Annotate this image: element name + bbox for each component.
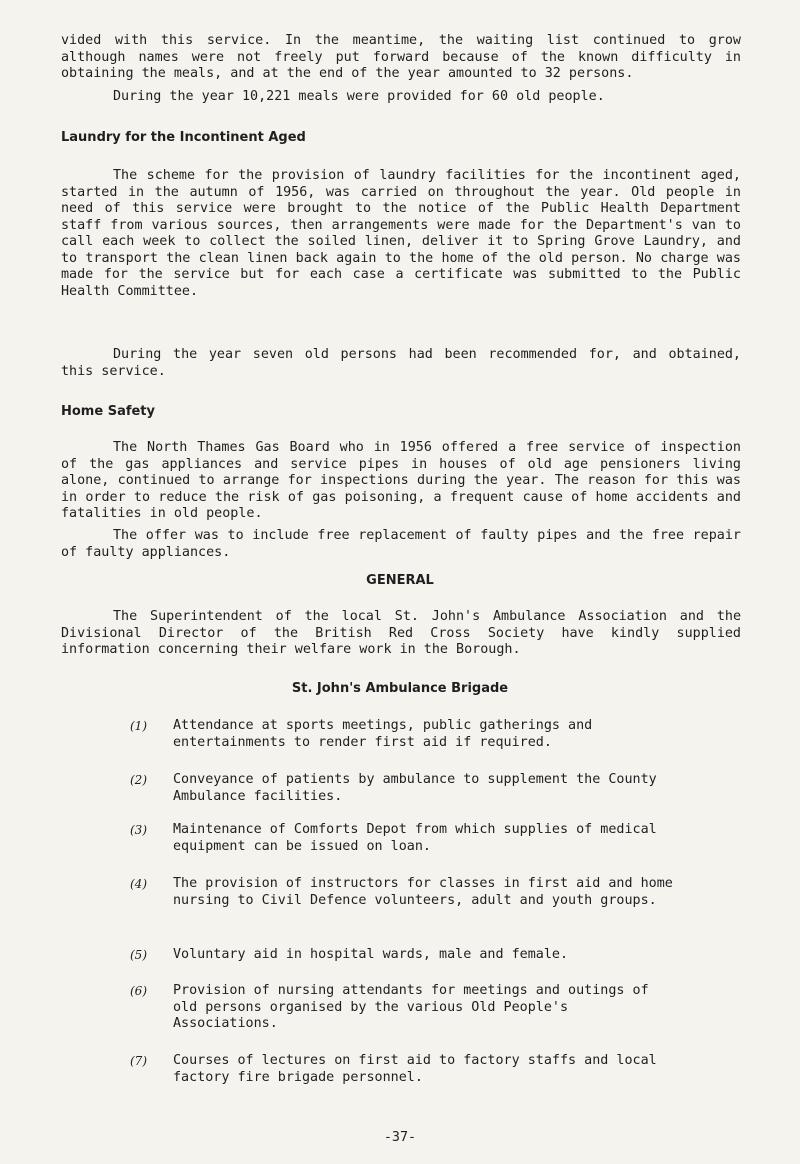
list-item-number: (2) [130,773,147,787]
st-johns-heading: St. John's Ambulance Brigade [291,681,509,696]
list-item-number: (7) [130,1054,147,1068]
meals-paragraph: During the year 10,221 meals were provided for 60 old people. [113,89,605,104]
general-heading: GENERAL [366,573,434,588]
list-item-number: (5) [130,948,147,962]
home-safety-heading: Home Safety [61,404,155,419]
home-safety-paragraph-1: The North Thames Gas Board who in 1956 offered a free service of inspection of the gas appliances and service pipes in houses of old age pensioners living alone, continued to arrange for inspections during the year. The reason for this was in order to reduce the risk of gas poisoning, a frequent cause of home accidents and fatalities in old people. [61,440,741,521]
list-item-number: (6) [130,984,147,998]
list-item-number: (1) [130,719,147,733]
laundry-paragraph-1: The scheme for the provision of laundry facilities for the incontinent aged, started in the autumn of 1956, was carried on throughout the year. Old people in need of this service were brought to the notice of the Public Health Department staff from various sources, then arrangements were made for the Department's van to call each week to collect the soiled linen, deliver it to Spring Grove Laundry, and to transport the clean linen back again to the home of the old person. No charge was made for the service but for each case a certificate was submitted to the Public Health Committee. [61,168,741,299]
list-item-number: (3) [130,823,147,837]
home-safety-paragraph-2: The offer was to include free replacement of faulty pipes and the free repair of faulty appliances. [61,528,741,560]
list-item: Conveyance of patients by ambulance to supplement the County Ambulance facilities. [173,772,657,804]
list-item: Provision of nursing attendants for meetings and outings of old persons organised by the various Old People's Associations. [173,983,649,1031]
page-number: -37- [383,1130,417,1145]
laundry-paragraph-2: During the year seven old persons had been recommended for, and obtained, this service. [61,347,741,379]
laundry-heading: Laundry for the Incontinent Aged [61,130,306,145]
list-item: Courses of lectures on first aid to factory staffs and local factory fire brigade personnel. [173,1053,657,1085]
list-item-number: (4) [130,877,147,891]
list-item: Maintenance of Comforts Depot from which supplies of medical equipment can be issued on loan. [173,822,657,854]
list-item: Attendance at sports meetings, public gatherings and entertainments to render first aid if required. [173,718,593,750]
general-paragraph: The Superintendent of the local St. John's Ambulance Association and the Divisional Director of the British Red Cross Society have kindly supplied information concerning their welfare work in the Borough. [61,609,741,657]
list-item: Voluntary aid in hospital wards, male and female. [173,947,569,962]
list-item: The provision of instructors for classes in first aid and home nursing to Civil Defence volunteers, adult and youth groups. [173,876,673,908]
intro-paragraph: vided with this service. In the meantime, the waiting list continued to grow although names were not freely put forward because of the known difficulty in obtaining the meals, and at the end of the year amounted to 32 persons. [61,33,741,81]
